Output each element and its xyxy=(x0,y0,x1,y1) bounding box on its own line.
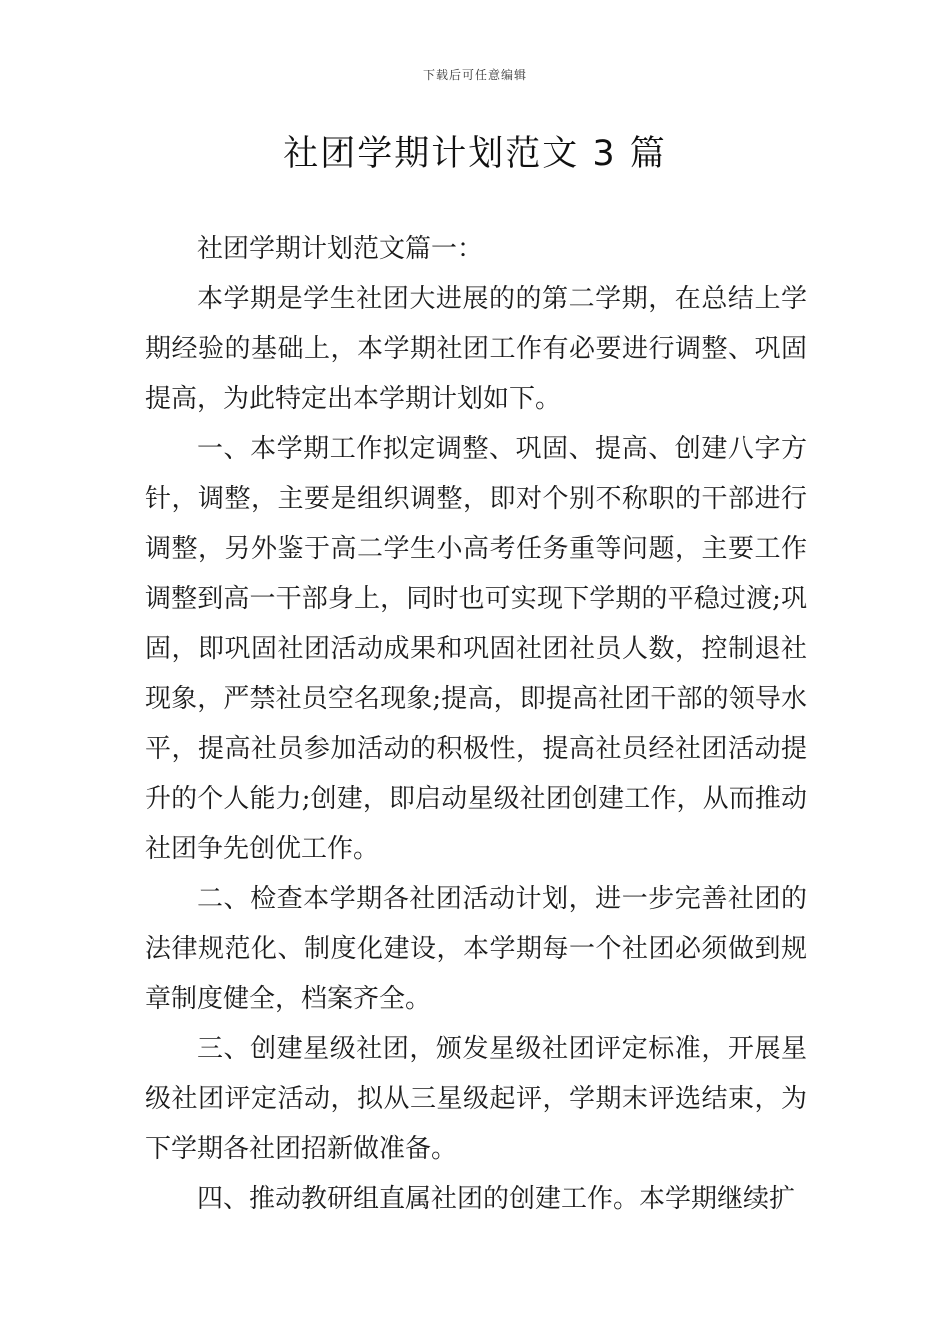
document-title: 社团学期计划范文 3 篇 xyxy=(283,134,667,174)
header-note: 下载后可任意编辑 xyxy=(422,68,527,82)
paragraph-item-1: 一、本学期工作拟定调整、巩固、提高、创建八字方针，调整，主要是组织调整，即对个别不称职的干部进行调整，另外鉴于高二学生小高考任务重等问题，主要工作调整到高一干部身上，同时也可实现下学期的平稳过渡;巩固，即巩固社团活动成果和巩固社团社员人数，控制退社现象，严禁社员空名现象;提高，即提高社团干部的领导水平，提高社员参加活动的积极性，提高社员经社团活动提升的个人能力;创建，即启动星级社团创建工作，从而推动社团争先创优工作。 xyxy=(145,434,807,864)
document-body xyxy=(145,224,807,1224)
section-heading: 社团学期计划范文篇一： xyxy=(197,234,484,264)
paragraph-item-4: 四、推动教研组直属社团的创建工作。本学期继续扩 xyxy=(197,1184,796,1214)
paragraph-item-3: 三、创建星级社团，颁发星级社团评定标准，开展星级社团评定活动，拟从三星级起评，学期末评选结束，为下学期各社团招新做准备。 xyxy=(145,1034,807,1164)
paragraph-intro: 本学期是学生社团大进展的的第二学期，在总结上学期经验的基础上，本学期社团工作有必要进行调整、巩固提高，为此特定出本学期计划如下。 xyxy=(145,284,807,414)
paragraph-item-2: 二、检查本学期各社团活动计划，进一步完善社团的法律规范化、制度化建设，本学期每一个社团必须做到规章制度健全，档案齐全。 xyxy=(145,884,807,1014)
